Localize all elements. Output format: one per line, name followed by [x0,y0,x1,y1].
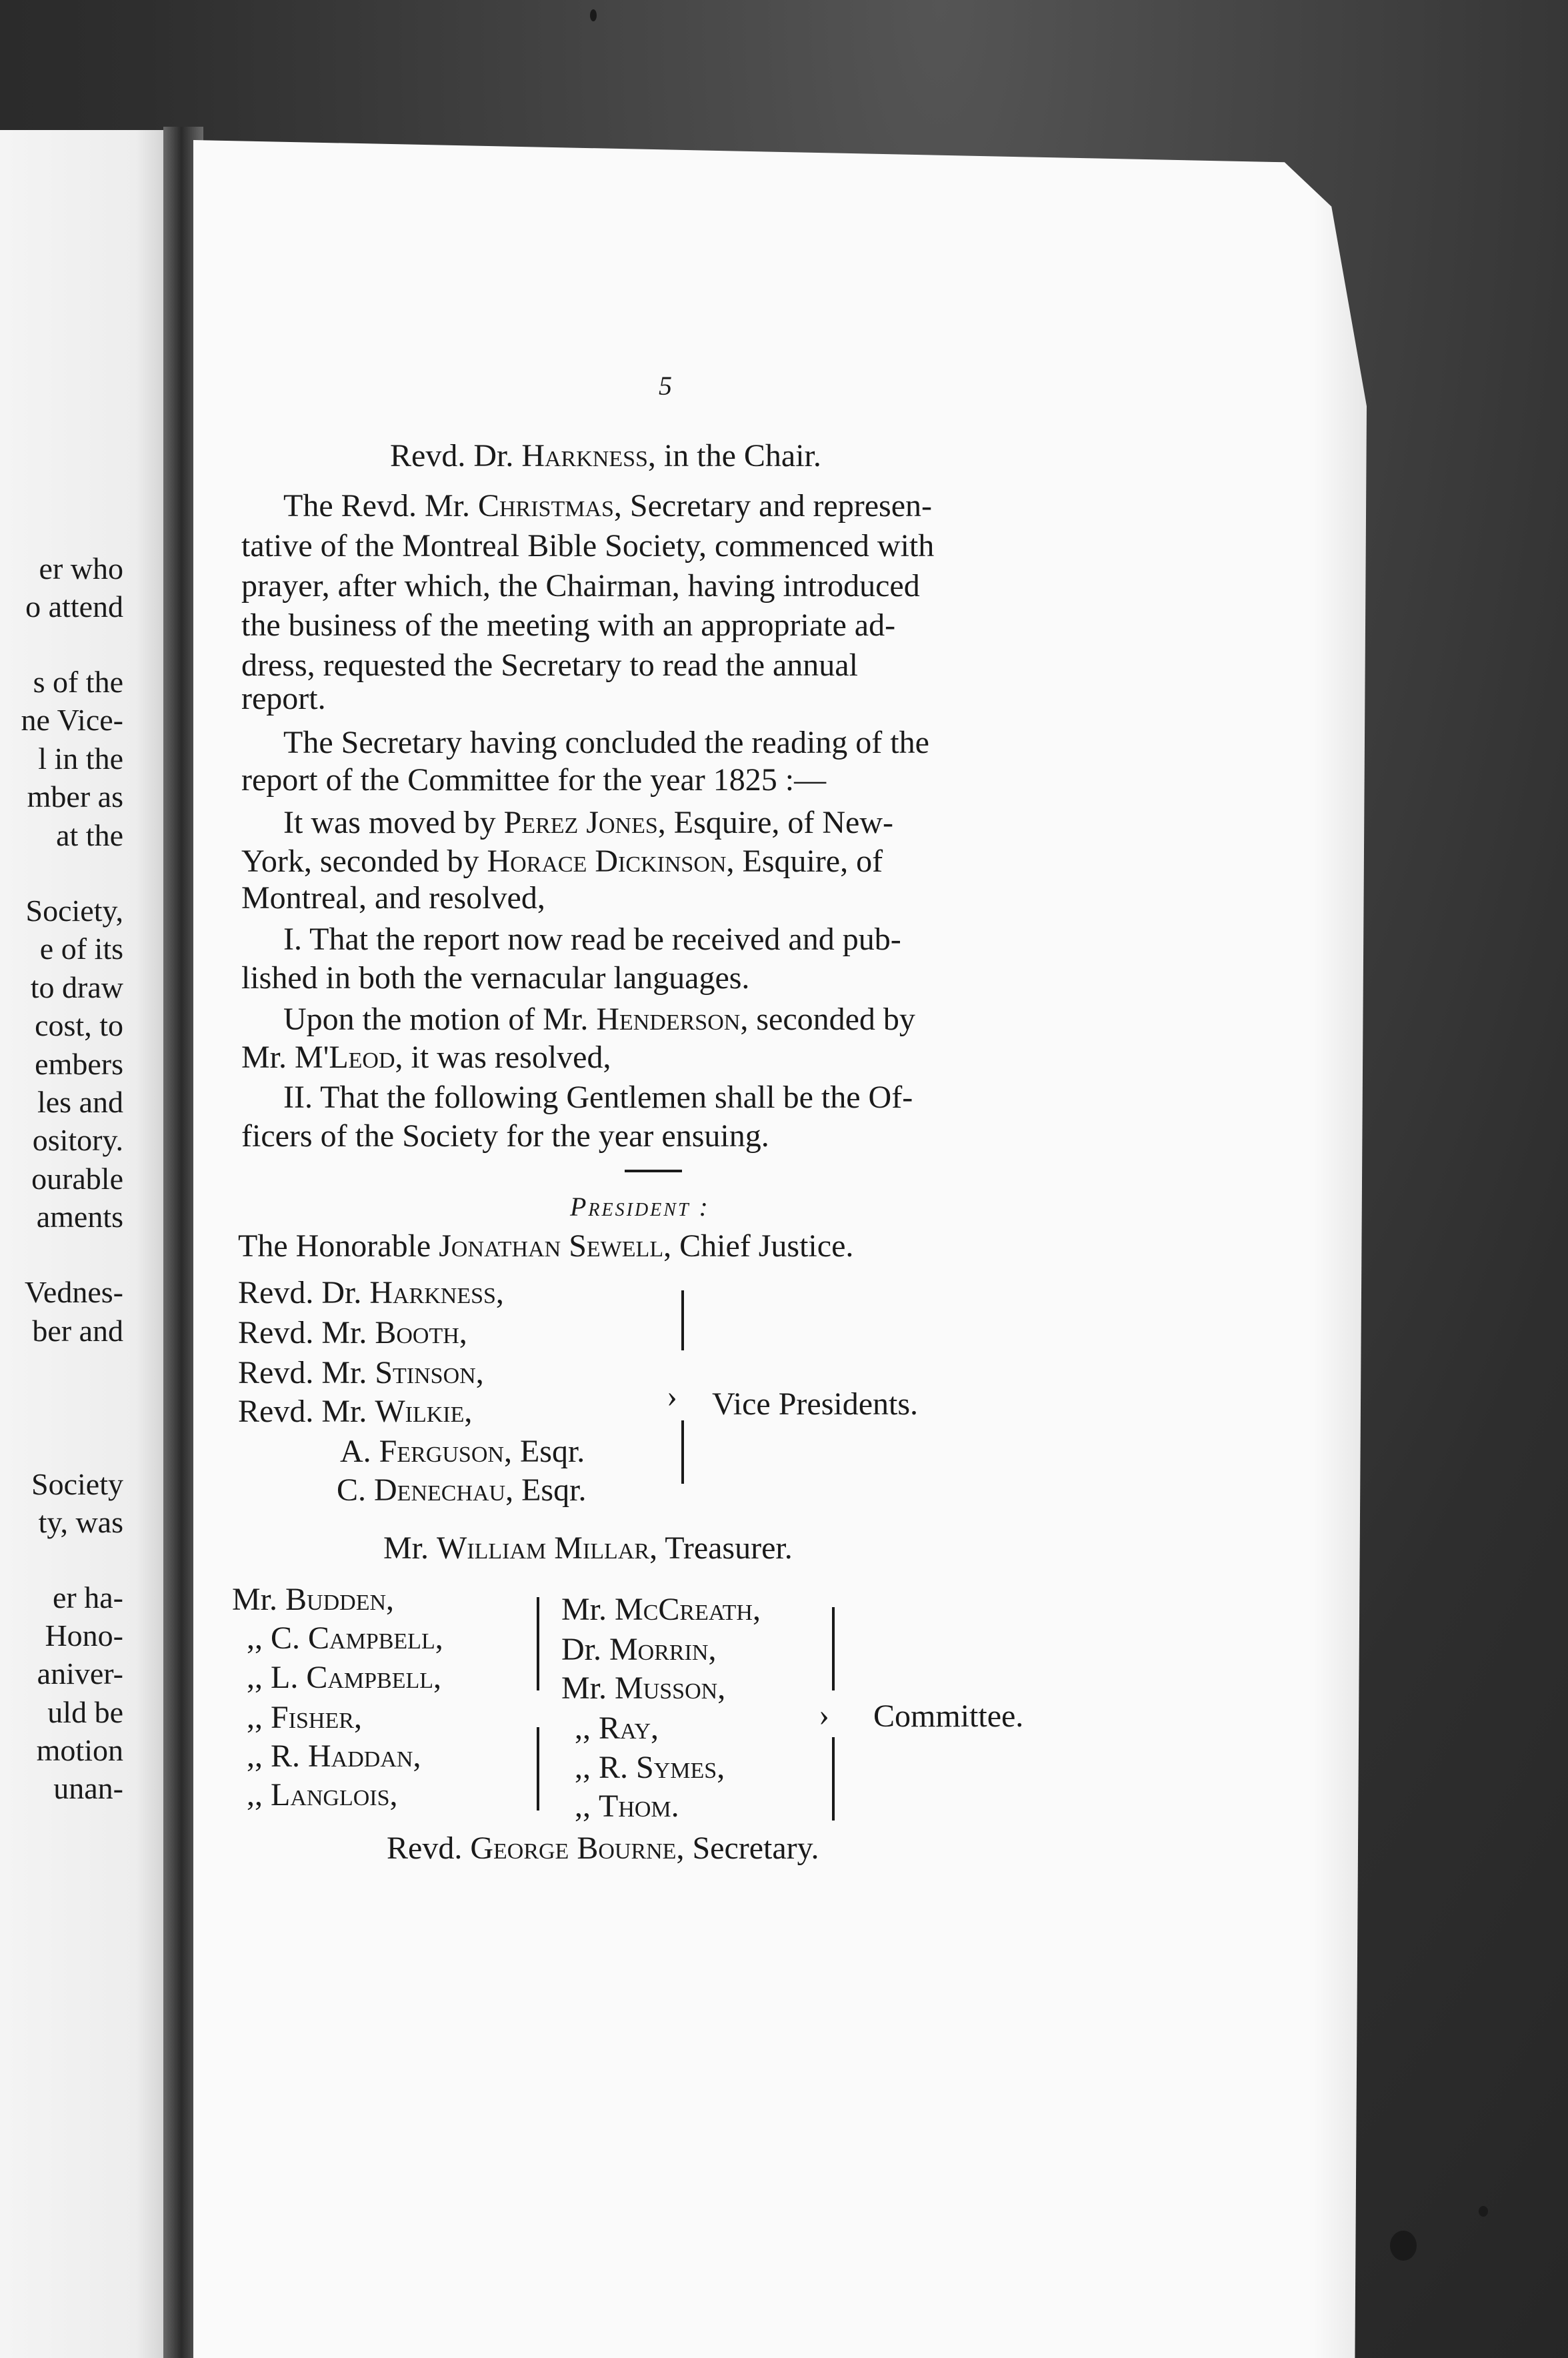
para3-line: It was moved by Perez Jones, Esquire, of New- [283,805,893,840]
resolution2-line: II. That the following Gentlemen shall be the Of- [283,1080,913,1115]
left-fragment: unan- [53,1771,123,1805]
left-fragment: e of its [39,932,123,966]
left-fragment: aments [36,1200,123,1234]
president-name: Jonathan Sewell [439,1228,664,1264]
committee-member: Mr. McCreath, [561,1592,761,1627]
vice-president: A. Ferguson, Esqr. [340,1434,585,1469]
committee-member: Mr. Musson, [561,1670,726,1706]
brace-point: › [819,1697,829,1732]
left-fragment: les and [37,1085,123,1119]
ink-smudge [1390,2231,1417,2261]
resolution1-line: I. That the report now read be received and pub- [283,922,901,957]
left-fragment: ber and [32,1314,123,1348]
left-fragment: ty, was [38,1505,123,1539]
left-fragment: l in the [38,742,123,776]
para2-line: report of the Committee for the year 1825 :— [241,762,827,798]
committee-member: ,, C. Campbell, [247,1620,443,1656]
treasurer-line: Mr. William Millar, Treasurer. [383,1530,793,1566]
committee-member: ,, R. Haddan, [247,1738,421,1774]
para3-line: York, seconded by Horace Dickinson, Esquire, of [241,844,883,879]
para1-line: the business of the meeting with an appropriate ad- [241,608,896,643]
ink-smudge [1479,2206,1488,2217]
president-line: The Honorable Jonathan Sewell, Chief Justice. [238,1228,854,1264]
page-number: 5 [659,371,672,401]
left-fragment: o attend [25,590,123,624]
committee-member: ,, Ray, [575,1710,659,1746]
column-divider [537,1597,539,1690]
column-divider [537,1727,539,1811]
left-fragment: ourable [31,1162,123,1196]
vice-president: Revd. Mr. Wilkie, [238,1394,473,1429]
para3-line: Montreal, and resolved, [241,880,545,916]
christmas-name: Christmas [477,488,614,523]
para4-line: Upon the motion of Mr. Henderson, seconded by [283,1002,915,1037]
left-fragment: Vednes- [24,1275,123,1309]
vice-presidents-label: Vice Presidents. [712,1386,919,1422]
ink-smudge [590,9,597,21]
resolution2-line: ficers of the Society for the year ensuing. [241,1118,769,1154]
vice-president: Revd. Mr. Stinson, [238,1355,484,1390]
brace-upper [832,1607,835,1690]
committee-label: Committee. [873,1698,1024,1734]
left-fragment: embers [35,1047,123,1081]
committee-member: ,, Fisher, [247,1700,362,1735]
mcleod-name: M'Leod [295,1040,395,1075]
president-heading: President : [570,1192,710,1222]
horace-dickinson-name: Horace Dickinson [487,844,727,879]
para1-line: prayer, after which, the Chairman, having introduced [241,568,920,604]
para1-line: report. [241,681,326,716]
henderson-name: Henderson [596,1002,741,1037]
left-fragment: er who [39,551,123,585]
left-fragment: mber as [27,780,123,814]
left-fragment: cost, to [35,1008,123,1042]
para2-line: The Secretary having concluded the reading of the [283,725,929,760]
para4-line: Mr. M'Leod, it was resolved, [241,1040,611,1075]
resolution1-line: lished in both the vernacular languages. [241,960,750,996]
committee-member: ,, R. Symes, [575,1750,725,1785]
left-fragment: Society [31,1467,123,1501]
left-fragment: motion [36,1733,123,1767]
committee-member: ,, Thom. [575,1789,679,1824]
left-fragment: er ha- [53,1580,123,1614]
left-fragment: ository. [32,1123,123,1157]
left-fragment: Hono- [45,1618,123,1652]
section-rule [625,1170,682,1172]
para1-line: The Revd. Mr. Christmas, Secretary and represen- [283,488,932,523]
para1-line: tative of the Montreal Bible Society, commenced with [241,528,935,563]
committee-member: Mr. Budden, [232,1582,395,1617]
vice-president: Revd. Dr. Harkness, [238,1275,504,1310]
vice-president: Revd. Mr. Booth, [238,1315,467,1350]
brace-lower [681,1420,684,1484]
committee-member: Dr. Morrin, [561,1632,717,1667]
committee-member: ,, L. Campbell, [247,1660,442,1695]
left-fragment: aniver- [37,1656,123,1690]
committee-member: ,, Langlois, [247,1777,398,1813]
left-fragment: ne Vice- [21,703,123,737]
left-fragment: s of the [33,665,123,699]
left-fragment: uld be [47,1695,123,1729]
treasurer-name: William Millar [437,1530,650,1566]
chair-name: Harkness [521,438,648,473]
brace-upper [681,1290,684,1350]
left-fragment: to draw [30,970,123,1004]
vice-president: C. Denechau, Esqr. [337,1472,587,1508]
left-page-edge [0,130,170,2358]
brace-point: › [667,1378,677,1414]
secretary-name: George Bourne [470,1831,677,1866]
left-fragment: Society, [25,894,123,928]
perez-jones-name: Perez Jones [503,805,658,840]
chair-line: Revd. Dr. Harkness, in the Chair. [390,438,821,473]
secretary-line: Revd. George Bourne, Secretary. [387,1831,819,1866]
para1-line: dress, requested the Secretary to read the annual [241,648,858,683]
brace-lower [832,1737,835,1821]
left-fragment: at the [56,818,123,852]
